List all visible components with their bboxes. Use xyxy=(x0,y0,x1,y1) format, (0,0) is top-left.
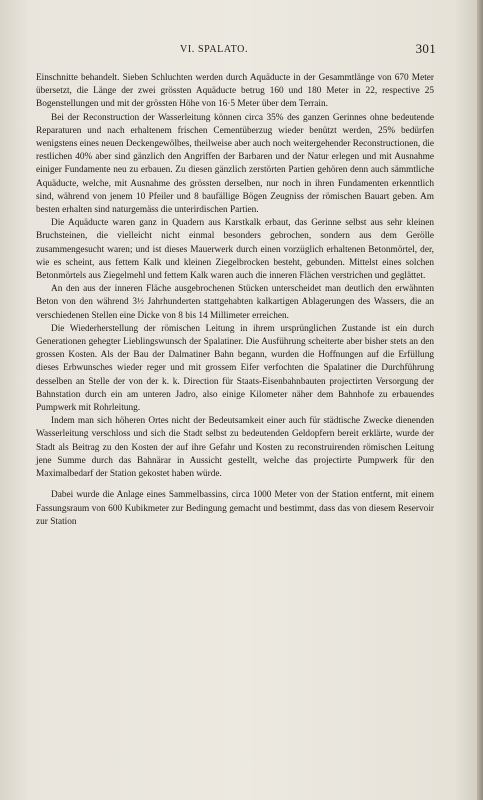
running-title: VI. SPALATO. xyxy=(180,44,249,55)
page-edge-shadow xyxy=(477,0,483,800)
page-header xyxy=(36,41,436,60)
paragraph: Die Wiederherstellung der römischen Leitung in ihrem ursprünglichen Zustande ist ein durch Generationen gehegter Lieblingswunsch der Spalatiner. Die Ausführung scheiterte aber bisher stets an den grossen Kosten. Als der Bau der Dalmatiner Bahn begann, wurden die Hoffnungen auf die Erfüllung dieses Erbwunsches wieder reger und mit grossem Eifer verfochten die Spalatiner die Durchführung desselben an Stelle der von der k. k. Direction für Staats-Eisenbahnbauten projectirten Versorgung der Bahnstation durch ein am unteren Jadro, also einige Kilometer näher dem Bahnhofe zu erbauendes Pumpwerk mit Rohrleitung. xyxy=(36,323,434,414)
page-number: 301 xyxy=(415,41,436,56)
paragraph: Dabei wurde die Anlage eines Sammelbassins, circa 1000 Meter von der Station entfernt, mit einem Fassungsraum von 600 Kubikmeter zur Bedingung gemacht und bestimmt, dass das von diesem Reservoir zur Station xyxy=(36,490,434,527)
body-text xyxy=(36,72,434,529)
paragraph: An den aus der inneren Fläche ausgebrochenen Stücken unterscheidet man deutlich den erwähnten Beton von den während 3½ Jahrhunderten stattgehabten kalkartigen Ablagerungen des Wassers, die an verschiedenen Stellen eine Dicke von 8 bis 14 Millimeter erreichen. xyxy=(36,284,434,321)
paragraph: Einschnitte behandelt. Sieben Schluchten werden durch Aquäducte in der Gesammtlänge von 670 Meter übersetzt, die Länge der zwei grössten Aquäducte betrug 160 und 180 Meter in 22, respective 25 Bogenstellungen und mit der grössten Höhe von 16·5 Meter über dem Terrain. xyxy=(36,73,434,110)
paragraph: Die Aquäducte waren ganz in Quadern aus Karstkalk erbaut, das Gerinne selbst aus sehr kleinen Bruchsteinen, die vielleicht nicht einmal besonders gebrochen, sondern aus dem Gerölle zusammengesucht waren; und ist dieses Mauerwerk durch einen vorzüglich erhaltenen Betonmörtel, der, wie es scheint, aus fettem Kalk und kleinen Ziegelbrocken besteht, gebunden. Mittelst eines solchen Betonmörtels aus Ziegelmehl und fettem Kalk waren auch die inneren Flächen verstrichen und geglättet. xyxy=(36,218,434,282)
paragraph: Bei der Reconstruction der Wasserleitung können circa 35% des ganzen Gerinnes ohne bedeutende Reparaturen und nach erhaltenem frischen Cementüberzug wieder benützt werden, 25% bedürfen wenigstens eines neuen Deckengewölbes, theilweise aber auch noch weitergehender Reconstructionen, die restlichen 40% aber sind gänzlich den Angriffen der Barbaren und der Natur erlegen und mit Ausnahme einiger Fundamente neu zu erbauen. Zu diesen gänzlich zerstörten Partien gehören denn auch sämmtliche Aquäducte, welche, mit Ausnahme des grössten derselben, nur noch in ihren Fundamenten erkenntlich sind, während von jenem 10 Pfeiler und 8 baufällige Bögen Zeugniss der römischen Bauart geben. Am besten erhalten sind naturgemäss die unterirdischen Partien. xyxy=(36,112,434,216)
paragraph: Indem man sich höheren Ortes nicht der Bedeutsamkeit einer auch für städtische Zwecke dienenden Wasserleitung verschloss und sich die Stadt selbst zu bedeutenden Geldopfern bereit erklärte, wurde der Stadt als Beitrag zu den Kosten der auf ihre Gefahr und Kosten zu reconstruirenden römischen Leitung jene Summe durch das Bahnärar in Aussicht gestellt, welche das projectirte Pumpwerk für den Maximalbedarf der Station gekostet haben würde. xyxy=(36,416,434,480)
